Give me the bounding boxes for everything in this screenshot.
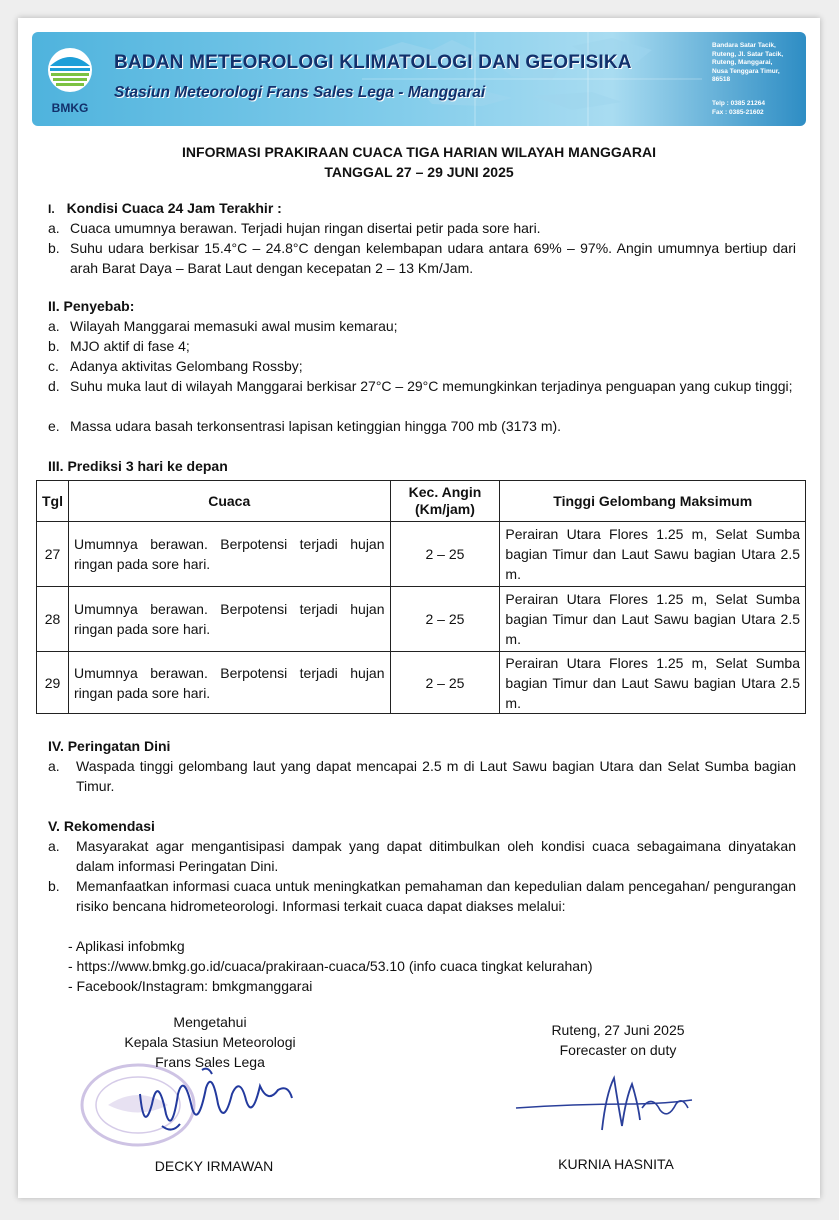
item-text: Memanfaatkan informasi cuaca untuk meningkatkan pemahaman dan kepedulian dalam pencegahan/ pengurangan risiko bencana hidrometeorologi. Informasi terkait cuaca dapat diakses melalui: xyxy=(76,878,796,914)
sig-left-line1: Mengetahui xyxy=(173,1014,247,1030)
address-block xyxy=(712,42,804,85)
item-text: MJO aktif di fase 4; xyxy=(70,338,190,354)
item-text: Suhu udara berkisar 15.4°C – 24.8°C dengan kelembapan udara antara 69% – 97%. Angin umumnya bertiup dari arah Barat Daya – Barat Laut dengan kecepatan 2 – 13 Km/Jam. xyxy=(70,240,796,276)
address-line: Ruteng, Manggarai, xyxy=(712,59,773,66)
contact-block xyxy=(712,100,765,117)
item-label: d. xyxy=(48,378,60,394)
column-header: Cuaca xyxy=(69,481,391,522)
info-channel: - Facebook/Instagram: bmkgmanggarai xyxy=(68,978,313,994)
station-name: Stasiun Meteorologi Frans Sales Lega - Manggarai xyxy=(114,84,486,101)
cell-cuaca: Umumnya berawan. Berpotensi terjadi hujan ringan pada sore hari. xyxy=(69,522,391,587)
fax: Fax : 0385-21602 xyxy=(712,108,764,116)
cell-tgl: 29 xyxy=(37,652,69,714)
item-text: Suhu muka laut di wilayah Manggarai berkisar 27°C – 29°C memungkinkan terjadinya penguapan yang cukup tinggi; xyxy=(70,378,793,394)
org-name: BADAN METEOROLOGI KLIMATOLOGI DAN GEOFISIKA xyxy=(114,52,632,73)
list-item xyxy=(48,316,796,336)
document-date: TANGGAL 27 – 29 JUNI 2025 xyxy=(324,164,514,180)
section-1-title: Kondisi Cuaca 24 Jam Terakhir : xyxy=(66,200,282,216)
column-header: Kec. Angin (Km/jam) xyxy=(390,481,500,522)
section-1-number: I. xyxy=(48,202,55,216)
item-label: b. xyxy=(48,338,60,354)
item-label: c. xyxy=(48,358,59,374)
item-text: Wilayah Manggarai memasuki awal musim kemarau; xyxy=(70,318,398,334)
list-item xyxy=(48,876,796,916)
address-line: Nusa Tenggara Timur, xyxy=(712,67,780,75)
section-5-heading: V. Rekomendasi xyxy=(48,818,155,834)
table-row xyxy=(37,522,806,587)
section-1-heading xyxy=(48,200,282,216)
item-label: a. xyxy=(48,758,60,774)
right-signature xyxy=(512,1074,702,1144)
table-row xyxy=(37,652,806,714)
header-banner xyxy=(32,32,806,126)
item-text: Masyarakat agar mengantisipasi dampak yang dapat ditimbulkan oleh kondisi cuaca sebagaimana dinyatakan dalam informasi Peringatan Dini. xyxy=(76,838,796,874)
address-line: 86518 xyxy=(712,76,731,83)
cell-angin: 2 – 25 xyxy=(390,587,500,652)
cell-angin: 2 – 25 xyxy=(390,652,500,714)
address-line: Bandara Satar Tacik, xyxy=(712,42,776,49)
sig-right-role: Forecaster on duty xyxy=(559,1042,677,1058)
sig-left-line2: Kepala Stasiun Meteorologi xyxy=(124,1034,296,1050)
cell-cuaca: Umumnya berawan. Berpotensi terjadi hujan ringan pada sore hari. xyxy=(69,587,391,652)
section-2-heading: II. Penyebab: xyxy=(48,298,135,314)
forecast-table xyxy=(36,480,806,714)
section-4-heading: IV. Peringatan Dini xyxy=(48,738,171,754)
cell-gelombang: Perairan Utara Flores 1.25 m, Selat Sumba bagian Timur dan Laut Sawu bagian Utara 2.5 m. xyxy=(500,652,806,714)
cell-tgl: 28 xyxy=(37,587,69,652)
cell-gelombang: Perairan Utara Flores 1.25 m, Selat Sumba bagian Timur dan Laut Sawu bagian Utara 2.5 m. xyxy=(500,587,806,652)
cell-gelombang: Perairan Utara Flores 1.25 m, Selat Sumba bagian Timur dan Laut Sawu bagian Utara 2.5 m. xyxy=(500,522,806,587)
right-signatory-name: KURNIA HASNITA xyxy=(558,1156,674,1172)
item-label: a. xyxy=(48,220,60,236)
list-item xyxy=(48,238,796,278)
right-signature-block xyxy=(508,1020,728,1060)
bmkg-logo xyxy=(42,42,98,118)
item-label: a. xyxy=(48,838,60,854)
logo-text: BMKG xyxy=(51,101,89,115)
document-title: INFORMASI PRAKIRAAN CUACA TIGA HARIAN WILAYAH MANGGARAI xyxy=(182,144,656,160)
list-item xyxy=(48,356,796,376)
item-label: b. xyxy=(48,878,60,894)
cell-angin: 2 – 25 xyxy=(390,522,500,587)
column-header: Tinggi Gelombang Maksimum xyxy=(500,481,806,522)
list-item xyxy=(48,376,796,396)
item-label: a. xyxy=(48,318,60,334)
list-item xyxy=(48,416,796,436)
table-header-row xyxy=(37,481,806,522)
cell-cuaca: Umumnya berawan. Berpotensi terjadi hujan ringan pada sore hari. xyxy=(69,652,391,714)
info-channel: - Aplikasi infobmkg xyxy=(68,938,185,954)
list-item xyxy=(48,836,796,876)
list-item xyxy=(48,336,796,356)
sig-left-line3: Frans Sales Lega xyxy=(155,1054,265,1070)
item-label: e. xyxy=(48,418,60,434)
list-item xyxy=(48,756,796,796)
item-text: Cuaca umumnya berawan. Terjadi hujan ringan disertai petir pada sore hari. xyxy=(70,220,541,236)
item-label: b. xyxy=(48,240,60,256)
address-line: Ruteng, Jl. Satar Tacik, xyxy=(712,50,784,58)
telephone: Telp : 0385 21264 xyxy=(712,100,765,107)
left-signature-block xyxy=(78,1012,342,1072)
indonesia-map-graphic xyxy=(362,32,702,126)
item-text: Adanya aktivitas Gelombang Rossby; xyxy=(70,358,303,374)
column-header: Tgl xyxy=(37,481,69,522)
cell-tgl: 27 xyxy=(37,522,69,587)
item-text: Waspada tinggi gelombang laut yang dapat mencapai 2.5 m di Laut Sawu bagian Utara dan Selat Sumba bagian Timur. xyxy=(76,758,796,794)
item-text: Massa udara basah terkonsentrasi lapisan ketinggian hingga 700 mb (3173 m). xyxy=(70,418,562,434)
info-channel: - https://www.bmkg.go.id/cuaca/prakiraan-cuaca/53.10 (info cuaca tingkat kelurahan) xyxy=(68,958,593,974)
section-3-heading: III. Prediksi 3 hari ke depan xyxy=(48,458,228,474)
table-row xyxy=(37,587,806,652)
left-signatory-name: DECKY IRMAWAN xyxy=(154,1158,274,1174)
left-signature xyxy=(132,1064,302,1144)
list-item xyxy=(48,218,796,238)
document-page xyxy=(18,18,820,1198)
sig-right-date: Ruteng, 27 Juni 2025 xyxy=(551,1022,685,1038)
